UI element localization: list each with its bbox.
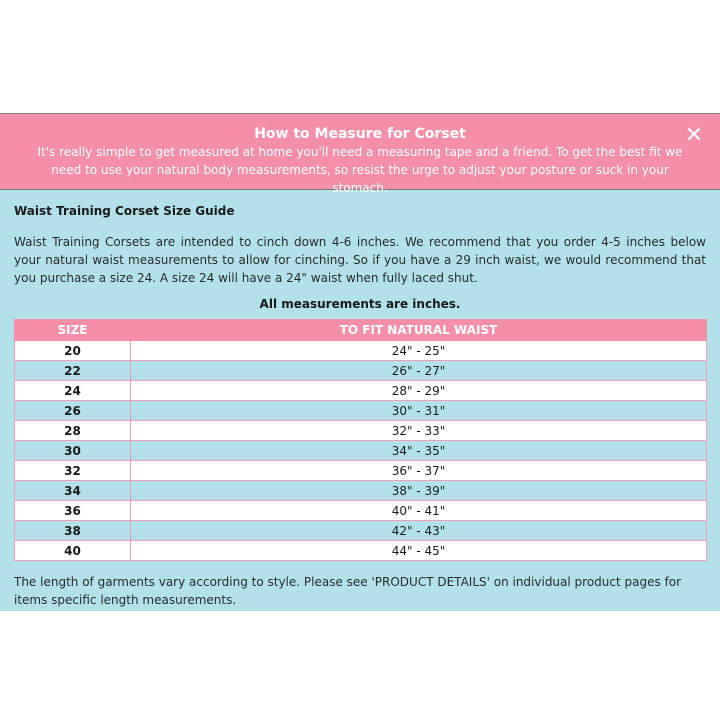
- waist-cell: 26" - 27": [131, 361, 707, 381]
- waist-cell: 30" - 31": [131, 401, 707, 421]
- size-cell: 38: [15, 521, 131, 541]
- table-row: [15, 401, 707, 421]
- waist-cell: 36" - 37": [131, 461, 707, 481]
- modal-header: [0, 114, 720, 195]
- size-table: [14, 319, 707, 561]
- column-header-size: SIZE: [15, 320, 131, 341]
- waist-cell: 32" - 33": [131, 421, 707, 441]
- size-cell: 26: [15, 401, 131, 421]
- size-cell: 36: [15, 501, 131, 521]
- size-cell: 40: [15, 541, 131, 561]
- footer-note: The length of garments vary according to style. Please see 'PRODUCT DETAILS' on individual product pages for items specific length measurements.: [14, 575, 682, 607]
- waist-cell: 44" - 45": [131, 541, 707, 561]
- waist-cell: 34" - 35": [131, 441, 707, 461]
- waist-cell: 40" - 41": [131, 501, 707, 521]
- modal-intro-text: It's really simple to get measured at home you'll need a measuring tape and a friend. To get the best fit we need to use your natural body measurements, so resist the urge to adjust your posture or suck in your stomach.: [37, 145, 683, 195]
- table-row: [15, 381, 707, 401]
- table-header-row: [15, 320, 707, 341]
- close-icon[interactable]: ✕: [684, 123, 704, 148]
- waist-cell: 42" - 43": [131, 521, 707, 541]
- size-cell: 22: [15, 361, 131, 381]
- size-guide-modal: [0, 113, 720, 611]
- size-cell: 30: [15, 441, 131, 461]
- size-cell: 34: [15, 481, 131, 501]
- table-row: [15, 501, 707, 521]
- modal-title: How to Measure for Corset: [254, 126, 466, 142]
- waist-cell: 38" - 39": [131, 481, 707, 501]
- column-header-waist: TO FIT NATURAL WAIST: [131, 320, 707, 341]
- table-row: [15, 441, 707, 461]
- waist-cell: 28" - 29": [131, 381, 707, 401]
- table-row: [15, 481, 707, 501]
- guide-paragraph: Waist Training Corsets are intended to cinch down 4-6 inches. We recommend that you order 4-5 inches below your natural waist measurements to allow for cinching. So if you have a 29 inch waist, we would recommend that you purchase a size 24. A size 24 will have a 24" waist when fully laced shut.: [14, 235, 706, 285]
- size-cell: 32: [15, 461, 131, 481]
- section-title: Waist Training Corset Size Guide: [14, 204, 235, 218]
- units-note: All measurements are inches.: [259, 297, 461, 311]
- table-row: [15, 361, 707, 381]
- waist-cell: 24" - 25": [131, 341, 707, 361]
- size-cell: 28: [15, 421, 131, 441]
- size-cell: 24: [15, 381, 131, 401]
- table-row: [15, 521, 707, 541]
- table-row: [15, 541, 707, 561]
- table-row: [15, 421, 707, 441]
- table-row: [15, 341, 707, 361]
- size-cell: 20: [15, 341, 131, 361]
- table-row: [15, 461, 707, 481]
